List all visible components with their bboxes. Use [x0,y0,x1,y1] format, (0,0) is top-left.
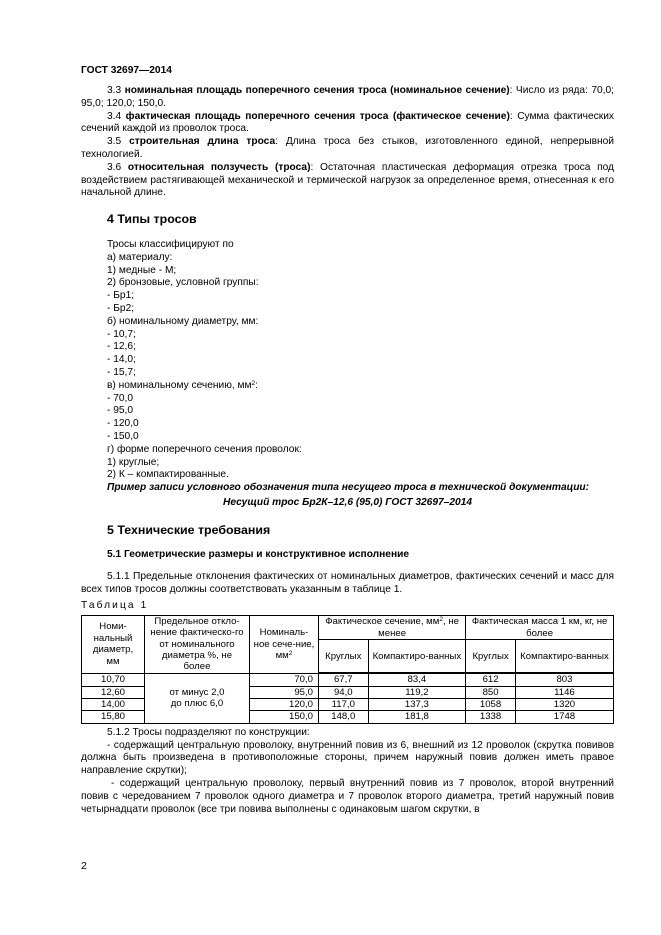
header-mass-round: Круглых [466,640,516,673]
table-caption: Таблица 1 [81,599,149,611]
list-item: - 150,0 [107,430,139,442]
definition-term: строительная длина троса [129,136,276,148]
list-item: - 10,7; [107,328,136,340]
cell-nominal-section: 120,0 [250,699,319,711]
list-item: - 12,6; [107,341,136,353]
section-4-heading: 4 Типы тросов [107,212,197,227]
list-item: а) материалу: [107,251,173,263]
definition-term: номинальная площадь поперечного сечения троса (номинальное сечение) [124,85,510,96]
header-section-round: Круглых [319,640,369,673]
designation-example: Несущий трос Бр2К–12,6 (95,0) ГОСТ 32697–2014 [222,496,472,508]
header-text-tail: , не менее [378,616,459,639]
list-item: - 14,0; [107,354,136,366]
cell-section-round: 117,0 [319,699,369,711]
construction-text: - содержащий центральную проволоку, внутренний повив из 6, внешний из 12 проволок (скрутка повивов должна быть произведена в противоположные стороны, причем наружный повив должен иметь правое направление скрутки); [81,739,614,777]
definition-number: 3.3 [107,85,122,96]
cell-nominal-section: 150,0 [250,711,319,723]
cell-section-compact: 137,3 [368,699,466,711]
list-item: - Бр2; [107,302,135,314]
designation-example-intro: Пример записи условного обозначения типа несущего троса в технической документации: [107,482,590,494]
header-section-compact: Компактиро-ванных [368,640,466,673]
page-number: 2 [81,860,87,872]
superscript: 2 [439,616,443,624]
cell-diameter: 14,00 [82,699,145,711]
cell-deviation [145,673,250,723]
cell-nominal-section: 70,0 [250,673,319,686]
list-item: г) форме поперечного сечения проволок: [107,443,302,455]
definition-term: фактическая площадь поперечного сечения троса (фактическое сечение) [125,110,510,122]
paragraph-5-1-2: 5.1.2 Тросы подразделяют по конструкции: [107,726,310,738]
definition-text: : Остаточная пластическая деформация отрезка троса под воздействием растягивающей механической и термической нагрузок за определенное время, отнесенная к его начальной длине. [81,161,614,199]
header-actual-section [319,615,466,640]
cell-diameter: 12,60 [82,686,145,698]
construction-variant-b [81,778,614,816]
definition-term: относительная ползучесть (троса) [127,161,311,173]
construction-text: - содержащий центральную проволоку, первый внутренний повив из 7 проволок, второй внутренний повив с чередованием 7 проволок одного диаметра и 7 проволок второго диаметра, третий наружный повив четырнадцати проволок (все три повива выполнены с одинаковым шагом скрутки, в [81,778,614,815]
list-item: - 70,0 [107,392,134,404]
cell-section-round: 94,0 [319,686,369,698]
cell-section-round: 148,0 [319,711,369,723]
superscript: 2 [288,649,293,657]
definition-text: : Длина троса без стыков, изготовленного единой, непрерывной технологией. [81,136,614,160]
table-row [82,673,614,686]
cell-section-compact: 181,8 [368,711,466,723]
header-text: Номиналь-ное сече-ние, мм [253,627,315,661]
header-deviation: Предельное откло-нение фактическо-го от номинального диаметра %, не более [145,615,250,673]
list-item: 1) круглые; [107,456,160,468]
definition-number: 3.5 [107,136,122,148]
cell-mass-compact: 1320 [515,699,613,711]
cell-diameter: 10,70 [82,673,145,686]
definition-3-3 [81,85,614,111]
definition-number: 3.6 [107,161,122,173]
cell-mass-compact: 803 [515,673,613,686]
paragraph-5-1-1: 5.1.1 Предельные отклонения фактических от номинальных диаметров, фактических сечений и масс для всех типов тросов должны соответствовать указанным в таблице 1. [81,571,614,596]
document-header-id: ГОСТ 32697—2014 [81,65,172,76]
list-item: 2) бронзовые, условной группы: [107,277,259,289]
cell-mass-round: 1058 [466,699,516,711]
header-text: Фактическое сечение, мм [325,616,440,628]
cell-section-round: 67,7 [319,673,369,686]
definition-text: : Сумма фактических сечений каждой из проволок троса. [81,110,614,135]
cell-mass-compact: 1146 [515,686,613,698]
construction-variant-a [81,740,614,778]
header-actual-mass: Фактическая масса 1 км, кг, не более [466,615,614,640]
rope-types-list [81,239,614,482]
list-item: б) номинальному диаметру, мм: [107,315,259,327]
list-item: - Бр1; [107,290,135,302]
cell-section-compact: 119,2 [368,686,466,698]
table-1 [81,615,614,724]
page-content [81,85,614,816]
cell-mass-round: 850 [466,686,516,698]
list-item: - 95,0 [107,405,134,417]
cell-diameter: 15,80 [82,711,145,723]
definition-3-6 [81,162,614,200]
list-item: 2) К – компактированные. [107,469,229,481]
section-5-1-heading: 5.1 Геометрические размеры и конструктивное исполнение [107,548,410,560]
cell-mass-compact: 1748 [515,711,613,723]
cell-section-compact: 83,4 [368,673,466,686]
definition-3-5 [81,136,614,162]
cell-mass-round: 612 [466,673,516,686]
section-5-heading: 5 Технические требования [107,522,271,537]
list-item: 1) медные - М; [107,264,177,276]
list-item-text: в) номинальному сечению, мм [107,379,252,391]
header-nominal-diameter: Номи-нальный диаметр, мм [82,615,145,673]
list-item [81,380,614,393]
list-item: - 15,7; [107,366,136,378]
list-item: - 120,0 [107,418,139,430]
definition-text: : Число из ряда: 70,0; 95,0; 120,0; 150,0. [81,85,614,109]
list-item-colon: : [255,379,258,391]
superscript: 2 [251,379,256,387]
definition-number: 3.4 [107,110,122,122]
deviation-line: от минус 2,0 [169,686,225,698]
list-item: Тросы классифицируют по [107,238,234,250]
deviation-line: до плюс 6,0 [170,698,224,710]
cell-nominal-section: 95,0 [250,686,319,698]
cell-mass-round: 1338 [466,711,516,723]
header-nominal-section [250,615,319,673]
header-mass-compact: Компактиро-ванных [515,640,613,673]
definition-3-4 [81,111,614,137]
